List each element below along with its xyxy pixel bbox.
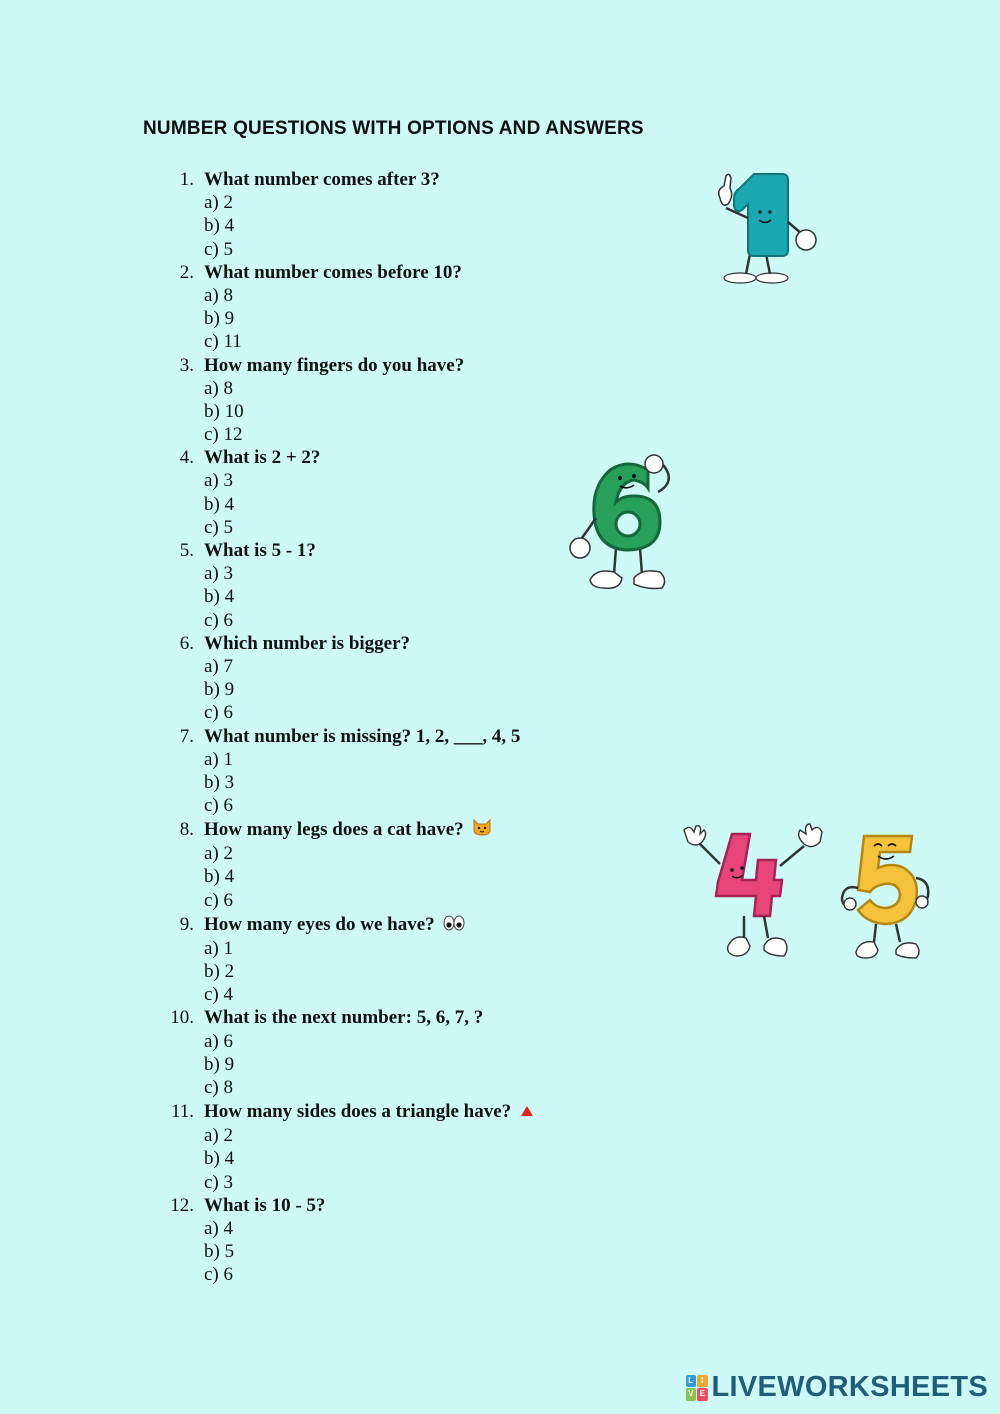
question-line <box>168 1194 688 1217</box>
answer-option[interactable]: c) 6 <box>204 702 234 724</box>
liveworksheets-brand[interactable] <box>686 1371 989 1404</box>
question-text-wrap <box>204 632 410 655</box>
question-text: How many eyes do we have? <box>204 913 435 935</box>
question-line <box>168 817 688 842</box>
answer-option[interactable]: a) 3 <box>204 563 234 585</box>
answer-option[interactable]: b) 9 <box>204 679 235 701</box>
question-text-wrap <box>204 168 440 191</box>
question-item <box>168 261 688 354</box>
number-one-character <box>702 168 822 286</box>
question-text-wrap <box>204 1006 483 1029</box>
answer-option[interactable]: b) 3 <box>204 771 235 793</box>
question-line <box>168 261 688 284</box>
question-item <box>168 1194 688 1287</box>
question-item <box>168 912 688 1007</box>
answer-option[interactable]: c) 5 <box>204 516 234 538</box>
question-number: 4. <box>179 447 194 469</box>
question-text: How many fingers do you have? <box>204 354 465 376</box>
number-four-character <box>680 822 830 962</box>
question-text: How many legs does a cat have? <box>204 819 464 841</box>
question-text-wrap <box>204 261 462 284</box>
question-line <box>168 1099 688 1124</box>
question-number: 8. <box>179 819 194 841</box>
question-text: What is the next number: 5, 6, 7, ? <box>204 1007 484 1029</box>
question-line <box>168 725 688 748</box>
answer-option[interactable]: a) 8 <box>204 377 234 399</box>
question-number: 9. <box>179 913 194 935</box>
answer-option[interactable]: a) 2 <box>204 843 234 865</box>
answer-option[interactable]: b) 9 <box>204 1053 235 1075</box>
answer-option[interactable]: b) 10 <box>204 400 244 422</box>
answer-option[interactable]: c) 6 <box>204 609 234 631</box>
question-text: What number comes before 10? <box>204 261 462 283</box>
liveworksheets-logo-icon: L I V E <box>686 1375 708 1401</box>
brand-name: LIVEWORKSHEETS <box>711 1371 988 1403</box>
answer-option[interactable]: a) 3 <box>204 470 234 492</box>
question-number: 10. <box>170 1007 194 1029</box>
question-text-wrap <box>204 1194 325 1217</box>
answer-option[interactable]: c) 6 <box>204 1264 234 1286</box>
question-item <box>168 632 688 725</box>
question-text-wrap <box>204 1099 535 1125</box>
question-number: 12. <box>170 1194 194 1216</box>
question-text-wrap <box>204 539 316 562</box>
question-item <box>168 168 688 261</box>
question-number: 1. <box>179 169 194 190</box>
number-five-character <box>836 828 940 962</box>
question-number: 11. <box>170 1101 194 1123</box>
question-text: How many sides does a triangle have? <box>204 1101 512 1123</box>
answer-option[interactable]: a) 1 <box>204 748 234 770</box>
question-number: 6. <box>179 632 194 654</box>
answer-option[interactable]: a) 1 <box>204 937 234 959</box>
question-text-wrap <box>204 446 320 469</box>
question-text: What is 5 - 1? <box>204 540 316 561</box>
question-line <box>168 354 688 377</box>
page-title: NUMBER QUESTIONS WITH OPTIONS AND ANSWERS <box>143 118 644 139</box>
answer-option[interactable]: c) 6 <box>204 889 234 911</box>
answer-option[interactable]: a) 6 <box>204 1030 234 1052</box>
question-item <box>168 725 688 818</box>
answer-option[interactable]: c) 5 <box>204 238 234 260</box>
question-number: 2. <box>179 261 194 283</box>
question-item <box>168 1006 688 1099</box>
answer-option[interactable]: c) 8 <box>204 1076 234 1098</box>
answer-option[interactable]: c) 12 <box>204 424 243 446</box>
question-text-wrap <box>204 817 492 843</box>
question-item <box>168 354 688 447</box>
answer-option[interactable]: a) 2 <box>204 192 234 214</box>
question-text: What number comes after 3? <box>204 169 440 190</box>
answer-option[interactable]: b) 5 <box>204 1241 235 1263</box>
question-number: 3. <box>179 354 194 376</box>
question-text: What is 2 + 2? <box>204 447 321 469</box>
answer-option[interactable]: c) 11 <box>204 331 242 353</box>
question-text-wrap <box>204 354 464 377</box>
question-item <box>168 817 688 912</box>
answer-option[interactable]: b) 4 <box>204 866 235 888</box>
question-text: Which number is bigger? <box>204 632 411 654</box>
question-line <box>168 1006 688 1029</box>
question-number: 7. <box>179 725 194 747</box>
answer-option[interactable]: b) 4 <box>204 1148 235 1170</box>
question-text-wrap <box>204 725 520 748</box>
question-text: What is 10 - 5? <box>204 1194 326 1216</box>
answer-option[interactable]: a) 7 <box>204 655 234 677</box>
answer-option[interactable]: c) 4 <box>204 984 234 1006</box>
answer-option[interactable]: a) 4 <box>204 1217 234 1239</box>
answer-option[interactable]: c) 6 <box>204 795 234 817</box>
number-six-character <box>568 452 698 597</box>
answer-option[interactable]: a) 2 <box>204 1125 234 1147</box>
question-text-wrap <box>204 912 465 938</box>
red-triangle-icon <box>519 1100 535 1125</box>
answer-option[interactable]: b) 2 <box>204 961 235 982</box>
question-line <box>168 632 688 655</box>
question-number: 5. <box>179 540 194 561</box>
cat-face-icon <box>472 818 492 843</box>
answer-option[interactable]: b) 9 <box>204 308 235 330</box>
eyes-icon <box>443 913 465 938</box>
question-item <box>168 1099 688 1194</box>
question-text: What number is missing? 1, 2, ___, 4, 5 <box>204 725 521 747</box>
answer-option[interactable]: b) 4 <box>204 493 235 515</box>
answer-option[interactable]: a) 8 <box>204 284 234 306</box>
answer-option[interactable]: b) 4 <box>204 586 235 608</box>
question-line <box>168 168 688 191</box>
question-list <box>168 168 688 1286</box>
answer-option[interactable]: b) 4 <box>204 215 235 237</box>
answer-option[interactable]: c) 3 <box>204 1171 234 1193</box>
question-line <box>168 912 688 937</box>
